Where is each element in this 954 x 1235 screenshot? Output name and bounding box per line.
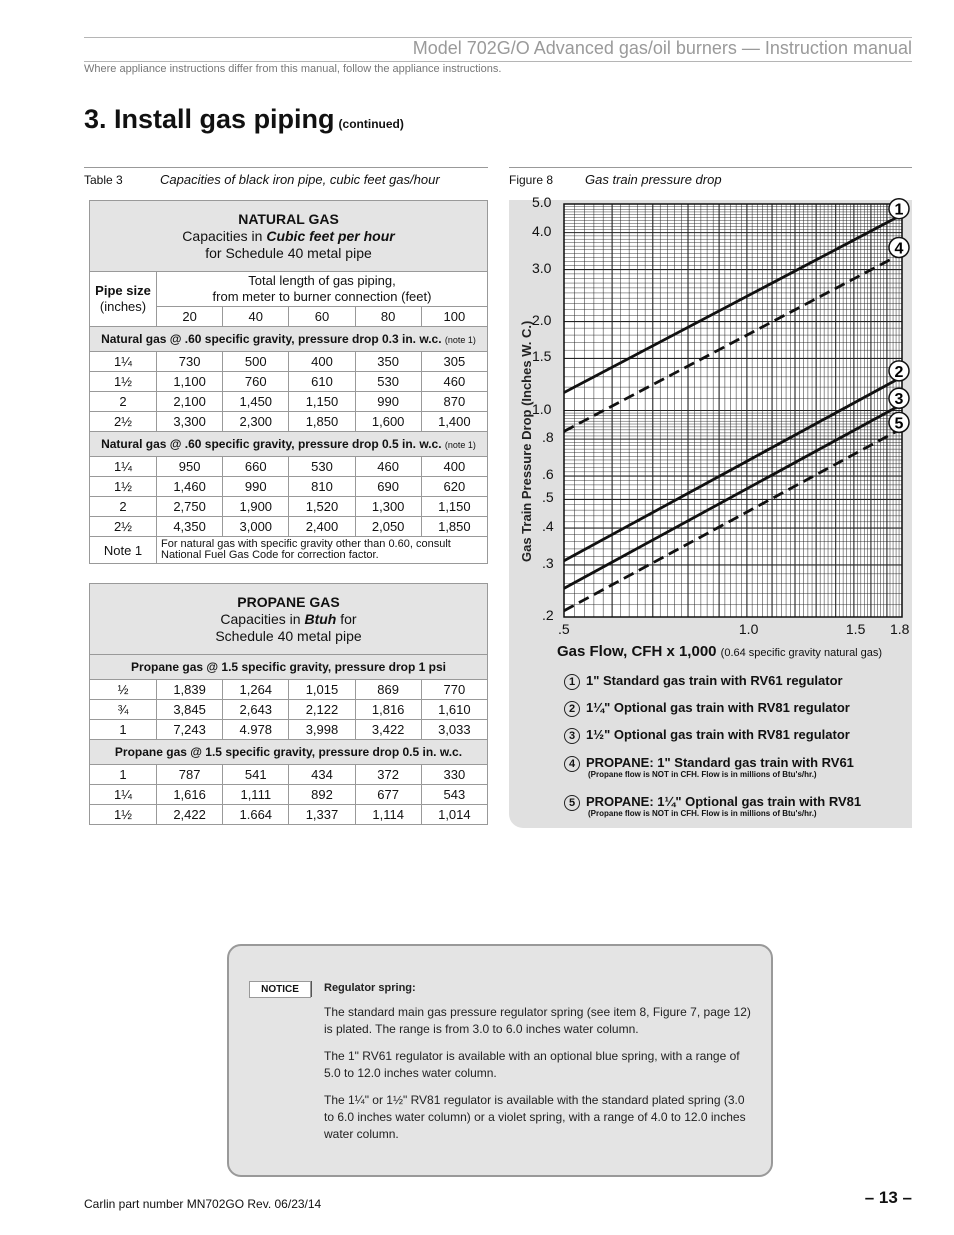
capacity-cell: 1,264 — [223, 680, 289, 700]
capacity-cell: 1,520 — [289, 497, 355, 517]
legend-number: 1 — [564, 674, 580, 690]
capacity-cell: 2,422 — [157, 805, 223, 825]
length-80: 80 — [355, 307, 421, 327]
natural-section-1 — [90, 327, 488, 352]
propane-capacities-suffix: for — [336, 610, 357, 627]
y-tick-label: 1.0 — [532, 400, 552, 417]
y-axis-title: Gas Train Pressure Drop (Inches W. C.) — [519, 320, 534, 562]
x-tick-label: 1.5 — [845, 621, 866, 637]
capacity-cell: 3,000 — [223, 517, 289, 537]
capacity-cell: 3,300 — [157, 412, 223, 432]
natural-schedule: for Schedule 40 metal pipe — [205, 244, 372, 261]
legend-subnote: (Propane flow is NOT in CFH. Flow is in millions of Btu's/hr.) — [588, 770, 817, 779]
capacity-cell: 4,350 — [157, 517, 223, 537]
section-title-text: 3. Install gas piping — [84, 104, 335, 134]
x-axis-title-text: Gas Flow, CFH x 1,000 — [557, 643, 717, 660]
natural-gas-header — [90, 201, 488, 272]
notice-title: Regulator spring: — [324, 982, 416, 994]
series-label-3: 3 — [894, 391, 904, 409]
capacity-cell: 460 — [355, 457, 421, 477]
capacity-cell: 2,400 — [289, 517, 355, 537]
manual-title: Model 702G/O Advanced gas/oil burners — Instruction manual — [412, 38, 912, 58]
capacity-cell: 1,111 — [223, 785, 289, 805]
capacity-cell: 870 — [421, 392, 487, 412]
note-text: For natural gas with specific gravity other than 0.60, consult National Fuel Gas Code for correction factor. — [157, 537, 488, 564]
x-tick-label: .5 — [558, 621, 570, 637]
pipe-size-label: Pipe size — [95, 283, 151, 298]
capacity-cell: 730 — [157, 352, 223, 372]
capacity-cell: 330 — [421, 765, 487, 785]
capacity-cell: 1,816 — [355, 700, 421, 720]
table-row — [90, 517, 488, 537]
capacity-cell: 690 — [355, 477, 421, 497]
pipe-size-cell: 1¼ — [90, 457, 157, 477]
propane-gas-header — [90, 584, 488, 655]
capacity-cell: 1,014 — [421, 805, 487, 825]
series-label-2: 2 — [894, 363, 904, 381]
capacity-cell: 892 — [289, 785, 355, 805]
table-caption-rule — [84, 167, 488, 168]
capacity-cell: 543 — [421, 785, 487, 805]
capacity-cell: 1,460 — [157, 477, 223, 497]
x-axis-title-note: (0.64 specific gravity natural gas) — [720, 647, 883, 659]
capacity-cell: 3,998 — [289, 720, 355, 740]
x-tick-label: 1.8 — [890, 621, 910, 637]
legend-text: 1½" Optional gas train with RV81 regulator — [586, 727, 850, 742]
capacity-cell: 305 — [421, 352, 487, 372]
note-label: Note 1 — [90, 537, 157, 564]
length-20: 20 — [157, 307, 223, 327]
table-row — [90, 700, 488, 720]
capacity-cell: 541 — [223, 765, 289, 785]
capacity-cell: 7,243 — [157, 720, 223, 740]
header-subtitle: Where appliance instructions differ from this manual, follow the appliance instructions. — [84, 63, 502, 75]
y-tick-label: .4 — [542, 518, 554, 535]
y-tick-label: 4.0 — [532, 222, 552, 239]
propane-schedule: Schedule 40 metal pipe — [215, 627, 362, 644]
table-caption: Capacities of black iron pipe, cubic feet gas/hour — [160, 172, 440, 187]
length-60: 60 — [289, 307, 355, 327]
capacity-cell: 1,850 — [289, 412, 355, 432]
capacity-cell: 1,300 — [355, 497, 421, 517]
page-number: – 13 – — [864, 1188, 912, 1207]
capacity-cell: 2,050 — [355, 517, 421, 537]
capacity-cell: 787 — [157, 765, 223, 785]
pressure-drop-chart — [564, 201, 904, 617]
y-tick-label: .8 — [542, 429, 554, 446]
pipe-size-cell: 1¼ — [90, 352, 157, 372]
capacity-cell: 1.664 — [223, 805, 289, 825]
capacity-cell: 400 — [289, 352, 355, 372]
capacity-cell: 1,400 — [421, 412, 487, 432]
legend-item-1 — [564, 673, 843, 690]
capacity-cell: 1,015 — [289, 680, 355, 700]
capacity-cell: 434 — [289, 765, 355, 785]
notice-paragraph-2: The 1" RV61 regulator is available with an optional blue spring, with a range of 5.0 to 12.0 inches water column. — [324, 1049, 740, 1080]
capacity-cell: 990 — [355, 392, 421, 412]
table-row — [90, 785, 488, 805]
table-row — [90, 680, 488, 700]
capacity-cell: 1,337 — [289, 805, 355, 825]
pipe-size-cell: 1 — [90, 765, 157, 785]
pipe-size-cell: ½ — [90, 680, 157, 700]
capacity-cell: 869 — [355, 680, 421, 700]
table-label: Table 3 — [84, 173, 123, 187]
y-tick-label: .3 — [542, 554, 554, 571]
note-ref: (note 1) — [444, 335, 476, 345]
pipe-size-cell: 1¼ — [90, 785, 157, 805]
legend-number: 2 — [564, 701, 580, 717]
capacity-cell: 2,100 — [157, 392, 223, 412]
chart-area — [564, 201, 904, 617]
pipe-size-cell: 1½ — [90, 372, 157, 392]
capacity-cell: 2,300 — [223, 412, 289, 432]
capacity-cell: 3,422 — [355, 720, 421, 740]
natural-capacities-prefix: Capacities in — [182, 227, 267, 244]
notice-paragraph-3: The 1¼" or 1½" RV81 regulator is available with the standard plated spring (3.0 to 6.0 inches water column) or a violet spring, with a range of 4.0 to 12.0 inches water column. — [324, 1093, 746, 1141]
legend-item-5 — [564, 794, 862, 818]
propane-gas-table — [89, 583, 488, 825]
capacity-cell: 4.978 — [223, 720, 289, 740]
capacity-cell: 1,600 — [355, 412, 421, 432]
natural-section-2 — [90, 432, 488, 457]
y-tick-label: 1.5 — [532, 348, 552, 365]
figure-caption-rule — [509, 167, 912, 168]
pipe-size-cell: 1½ — [90, 805, 157, 825]
legend-text: 1¼" Optional gas train with RV81 regulator — [586, 700, 850, 715]
x-tick-label: 1.0 — [738, 621, 759, 637]
length-header-line2: from meter to burner connection (feet) — [212, 289, 432, 304]
natural-gas-table — [89, 200, 488, 564]
y-tick-label: 5.0 — [532, 194, 552, 210]
series-line-3 — [564, 404, 902, 588]
table-row — [90, 457, 488, 477]
capacity-cell: 2,122 — [289, 700, 355, 720]
capacity-cell: 620 — [421, 477, 487, 497]
propane-section-1: Propane gas @ 1.5 specific gravity, pressure drop 1 psi — [90, 655, 488, 680]
length-40: 40 — [223, 307, 289, 327]
table-row — [90, 765, 488, 785]
capacity-cell: 1,839 — [157, 680, 223, 700]
legend-item-4 — [564, 755, 854, 779]
capacity-cell: 3,033 — [421, 720, 487, 740]
capacity-cell: 500 — [223, 352, 289, 372]
notice-paragraph-1: The standard main gas pressure regulator spring (see item 8, Figure 7, page 12) is plated. The range is from 3.0 to 6.0 inches water column. — [324, 1005, 751, 1036]
series-label-5: 5 — [894, 415, 904, 433]
capacity-cell: 990 — [223, 477, 289, 497]
propane-section-2: Propane gas @ 1.5 specific gravity, pressure drop 0.5 in. w.c. — [90, 740, 488, 765]
table-row — [90, 720, 488, 740]
pipe-size-cell: 1½ — [90, 477, 157, 497]
y-tick-label: 3.0 — [532, 259, 552, 276]
natural-gas-heading: NATURAL GAS — [238, 210, 339, 227]
table-row — [90, 352, 488, 372]
y-tick-label: .5 — [542, 489, 554, 506]
legend-number: 3 — [564, 728, 580, 744]
capacity-cell: 530 — [289, 457, 355, 477]
capacity-cell: 1,616 — [157, 785, 223, 805]
capacity-cell: 1,150 — [421, 497, 487, 517]
capacity-cell: 760 — [223, 372, 289, 392]
length-header — [157, 272, 488, 307]
pipe-size-cell: 2½ — [90, 412, 157, 432]
length-100: 100 — [421, 307, 487, 327]
length-header-line1: Total length of gas piping, — [248, 273, 396, 288]
figure-caption: Gas train pressure drop — [585, 172, 722, 187]
capacity-cell: 660 — [223, 457, 289, 477]
propane-capacities-prefix: Capacities in — [220, 610, 305, 627]
table-row — [90, 805, 488, 825]
pipe-size-cell: 2 — [90, 497, 157, 517]
capacity-cell: 1,100 — [157, 372, 223, 392]
capacity-cell: 1,450 — [223, 392, 289, 412]
capacity-cell: 1,850 — [421, 517, 487, 537]
capacity-cell: 3,845 — [157, 700, 223, 720]
y-tick-label: .2 — [542, 607, 554, 623]
capacity-cell: 677 — [355, 785, 421, 805]
capacity-cell: 350 — [355, 352, 421, 372]
capacity-cell: 1,114 — [355, 805, 421, 825]
natural-capacities-unit: Cubic feet per hour — [266, 227, 395, 244]
legend-text: PROPANE: 1¼" Optional gas train with RV81 — [586, 794, 862, 809]
table-row — [90, 392, 488, 412]
capacity-cell: 1,150 — [289, 392, 355, 412]
capacity-cell: 2,643 — [223, 700, 289, 720]
legend-text: 1" Standard gas train with RV61 regulator — [586, 673, 843, 688]
notice-divider — [311, 981, 312, 997]
pipe-size-cell: ¾ — [90, 700, 157, 720]
part-number: Carlin part number MN702GO Rev. 06/23/14 — [84, 1197, 322, 1211]
natural-section-1-text: Natural gas @ .60 specific gravity, pressure drop 0.3 in. w.c. — [101, 332, 442, 346]
pipe-size-cell: 1 — [90, 720, 157, 740]
table-row — [90, 412, 488, 432]
table-row — [90, 477, 488, 497]
pipe-size-cell: 2 — [90, 392, 157, 412]
figure-label: Figure 8 — [509, 173, 554, 187]
capacity-cell: 1,610 — [421, 700, 487, 720]
section-continued: (continued) — [338, 117, 404, 131]
pipe-size-header — [90, 272, 157, 327]
table-row — [90, 497, 488, 517]
legend-text: PROPANE: 1" Standard gas train with RV61 — [586, 755, 854, 770]
legend-item-3 — [564, 727, 850, 744]
x-axis-title — [557, 643, 882, 660]
natural-section-2-text: Natural gas @ .60 specific gravity, pressure drop 0.5 in. w.c. — [101, 437, 442, 451]
y-tick-label: 2.0 — [532, 311, 552, 328]
capacity-cell: 2,750 — [157, 497, 223, 517]
note-ref: (note 1) — [444, 440, 476, 450]
capacity-cell: 610 — [289, 372, 355, 392]
legend-item-2 — [564, 700, 850, 717]
series-label-4: 4 — [894, 240, 904, 258]
header-rule-bottom — [84, 61, 912, 62]
capacity-cell: 770 — [421, 680, 487, 700]
capacity-cell: 950 — [157, 457, 223, 477]
y-tick-label: .6 — [542, 466, 554, 483]
capacity-cell: 1,900 — [223, 497, 289, 517]
legend-number: 4 — [564, 756, 580, 772]
capacity-cell: 400 — [421, 457, 487, 477]
capacity-cell: 372 — [355, 765, 421, 785]
capacity-cell: 810 — [289, 477, 355, 497]
legend-number: 5 — [564, 795, 580, 811]
capacity-cell: 530 — [355, 372, 421, 392]
table-row — [90, 372, 488, 392]
notice-tag: NOTICE — [249, 981, 311, 998]
propane-gas-heading: PROPANE GAS — [237, 593, 340, 610]
pipe-size-unit: (inches) — [99, 299, 147, 314]
capacity-cell: 460 — [421, 372, 487, 392]
pipe-size-cell: 2½ — [90, 517, 157, 537]
series-label-1: 1 — [894, 201, 904, 219]
legend-subnote: (Propane flow is NOT in CFH. Flow is in millions of Btu's/hr.) — [588, 809, 817, 818]
propane-capacities-unit: Btuh — [304, 610, 337, 627]
section-title — [84, 104, 404, 135]
